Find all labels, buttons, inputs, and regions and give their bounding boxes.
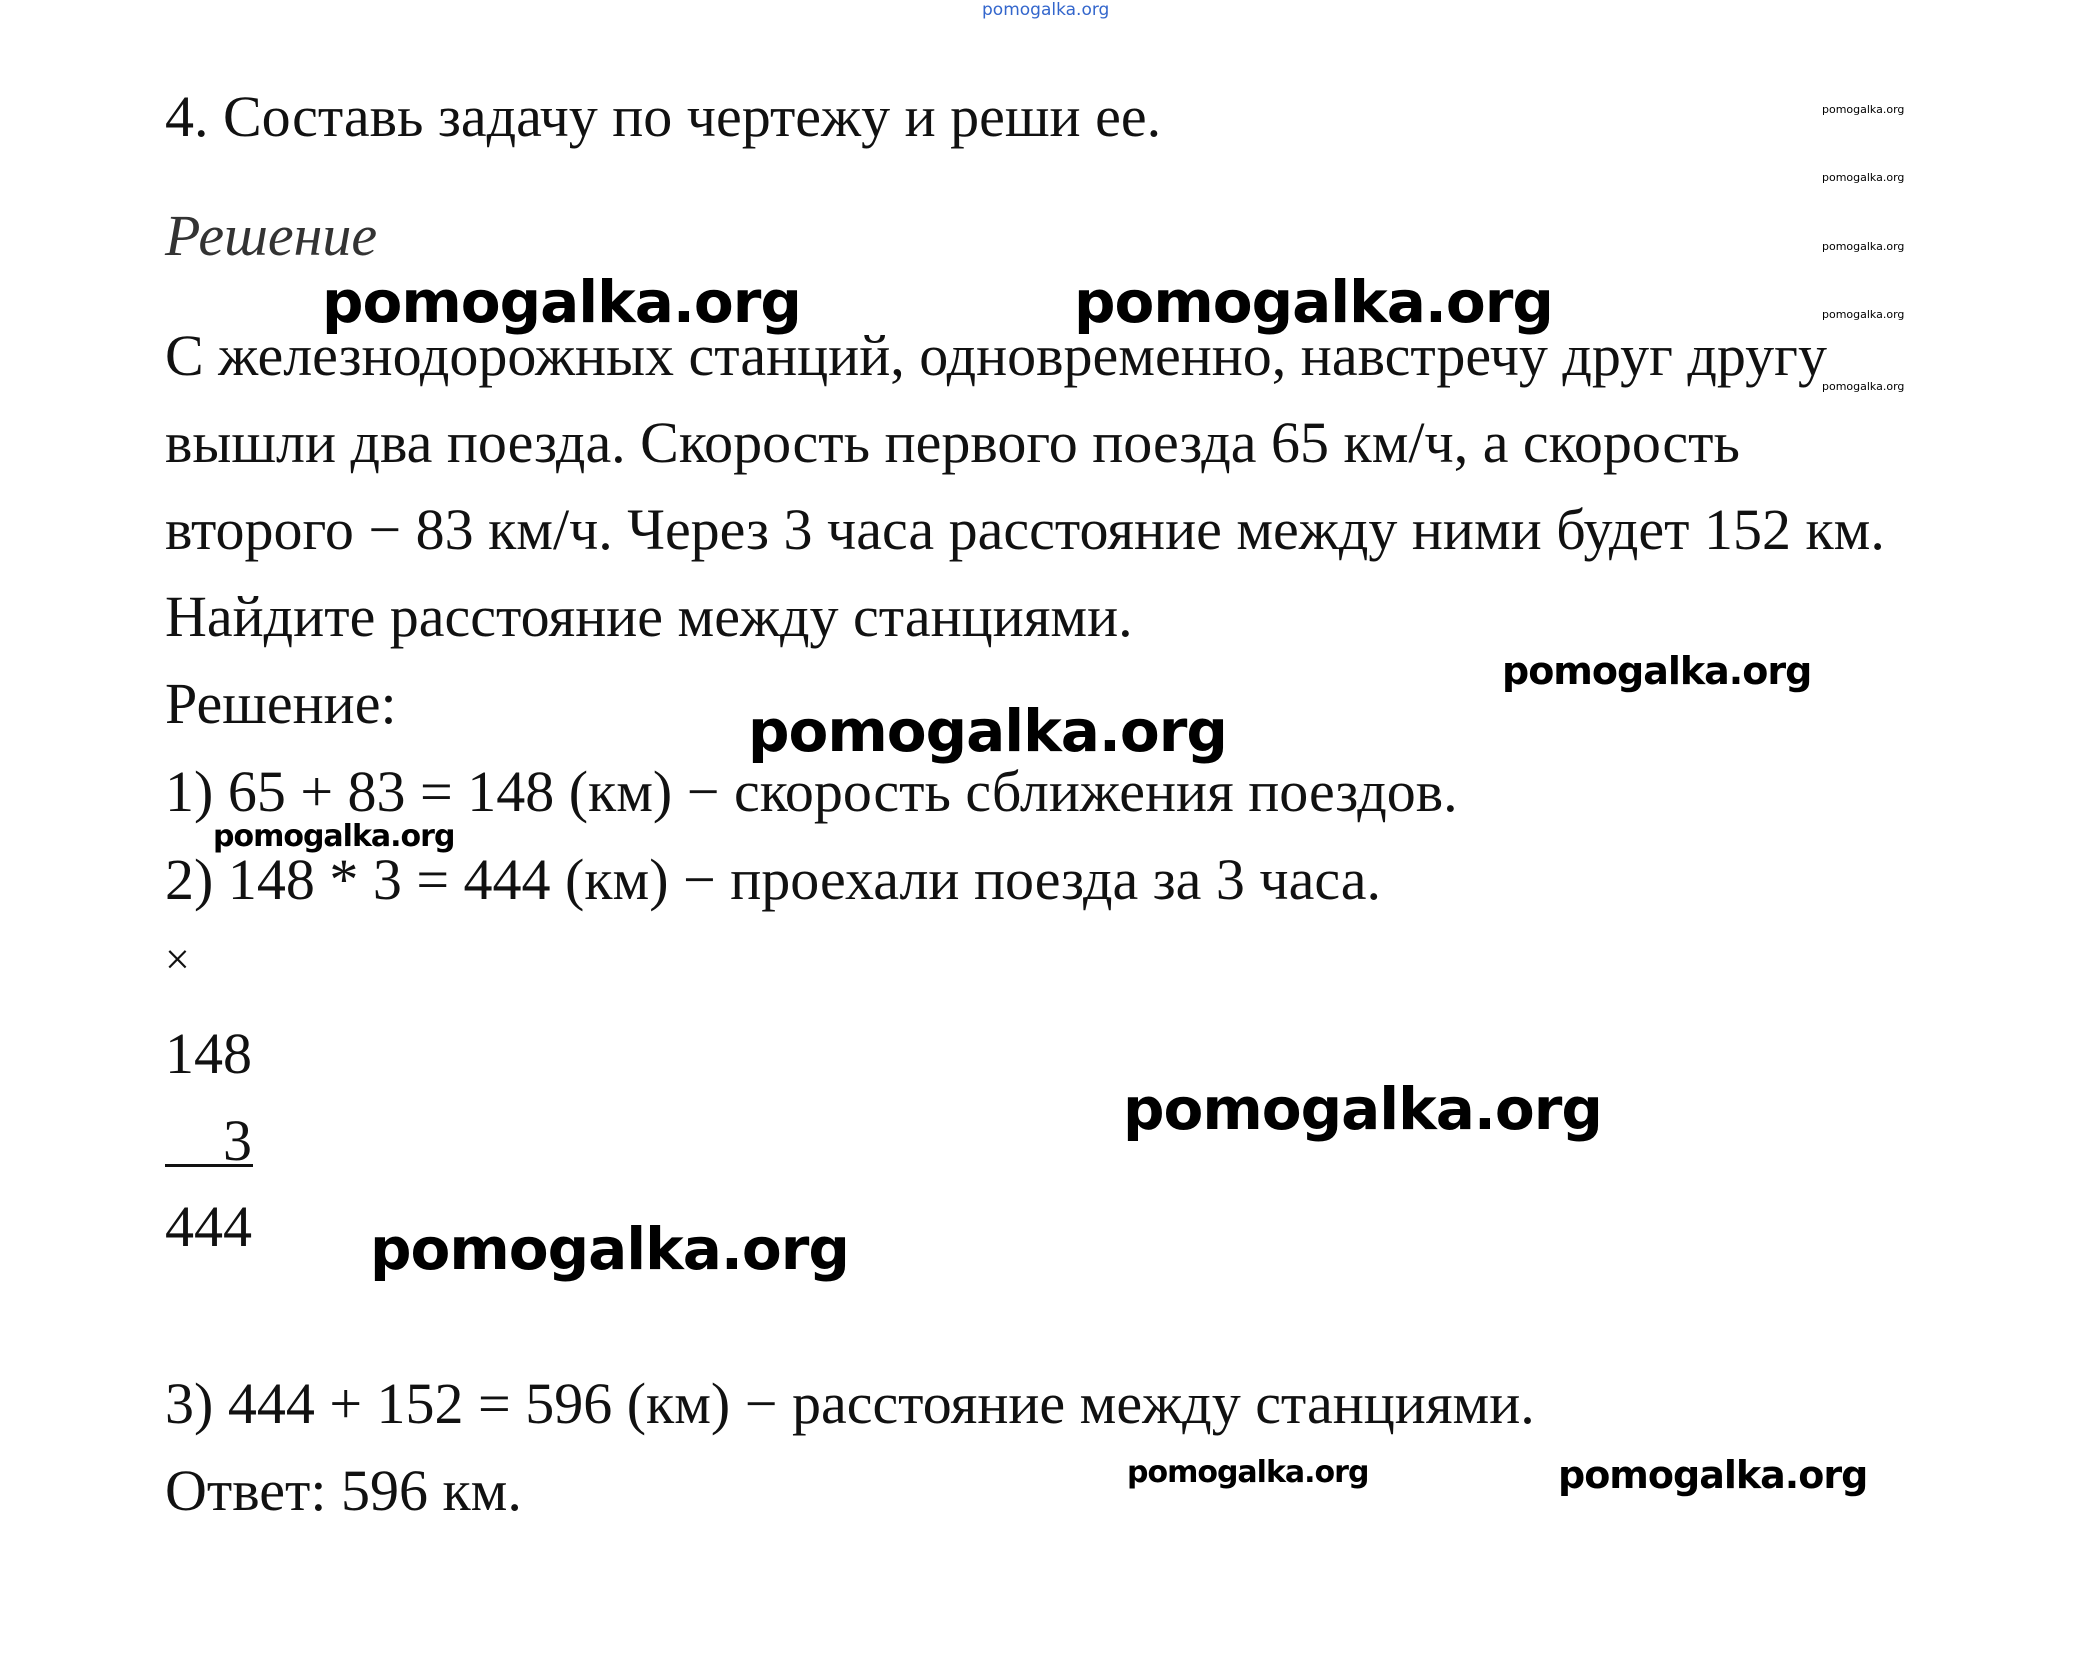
watermark-side: pomogalka.org (1822, 103, 1905, 116)
answer: Ответ: 596 км. (165, 1458, 522, 1523)
problem-line: Найдите расстояние между станциями. (165, 584, 1133, 649)
multiplication-sign: × (165, 935, 190, 984)
watermark: pomogalka.org (1074, 268, 1553, 336)
watermark: pomogalka.org (1558, 1453, 1868, 1497)
solution-step: 3) 444 + 152 = 596 (км) − расстояние между станциями. (165, 1371, 1535, 1436)
watermark: pomogalka.org (1123, 1075, 1602, 1143)
watermark-side: pomogalka.org (1822, 308, 1905, 321)
problem-line: второго − 83 км/ч. Через 3 часа расстояние между ними будет 152 км. (165, 497, 1885, 562)
watermark-side: pomogalka.org (1822, 380, 1905, 393)
watermark: pomogalka.org (370, 1215, 849, 1283)
multiplicand: 148 (165, 1021, 252, 1086)
multiplication-line (165, 1164, 253, 1167)
watermark: pomogalka.org (748, 697, 1227, 765)
solution-step: 1) 65 + 83 = 148 (км) − скорость сближения поездов. (165, 759, 1458, 824)
watermark: pomogalka.org (213, 819, 455, 854)
problem-line: С железнодорожных станций, одновременно, навстречу друг другу (165, 323, 1827, 388)
task-title: 4. Составь задачу по чертежу и реши ее. (165, 84, 1162, 149)
watermark: pomogalka.org (1502, 649, 1812, 693)
watermark: pomogalka.org (1127, 1455, 1369, 1490)
watermark: pomogalka.org (322, 268, 801, 336)
watermark-top: pomogalka.org (982, 0, 1110, 20)
watermark-side: pomogalka.org (1822, 171, 1905, 184)
watermark-side: pomogalka.org (1822, 240, 1905, 253)
product: 444 (165, 1194, 252, 1259)
solution-heading: Решение (165, 203, 378, 268)
solution-label: Решение: (165, 671, 397, 736)
problem-line: вышли два поезда. Скорость первого поезда 65 км/ч, а скорость (165, 410, 1740, 475)
solution-step: 2) 148 * 3 = 444 (км) − проехали поезда за 3 часа. (165, 847, 1382, 912)
multiplier: 3 (223, 1108, 252, 1173)
